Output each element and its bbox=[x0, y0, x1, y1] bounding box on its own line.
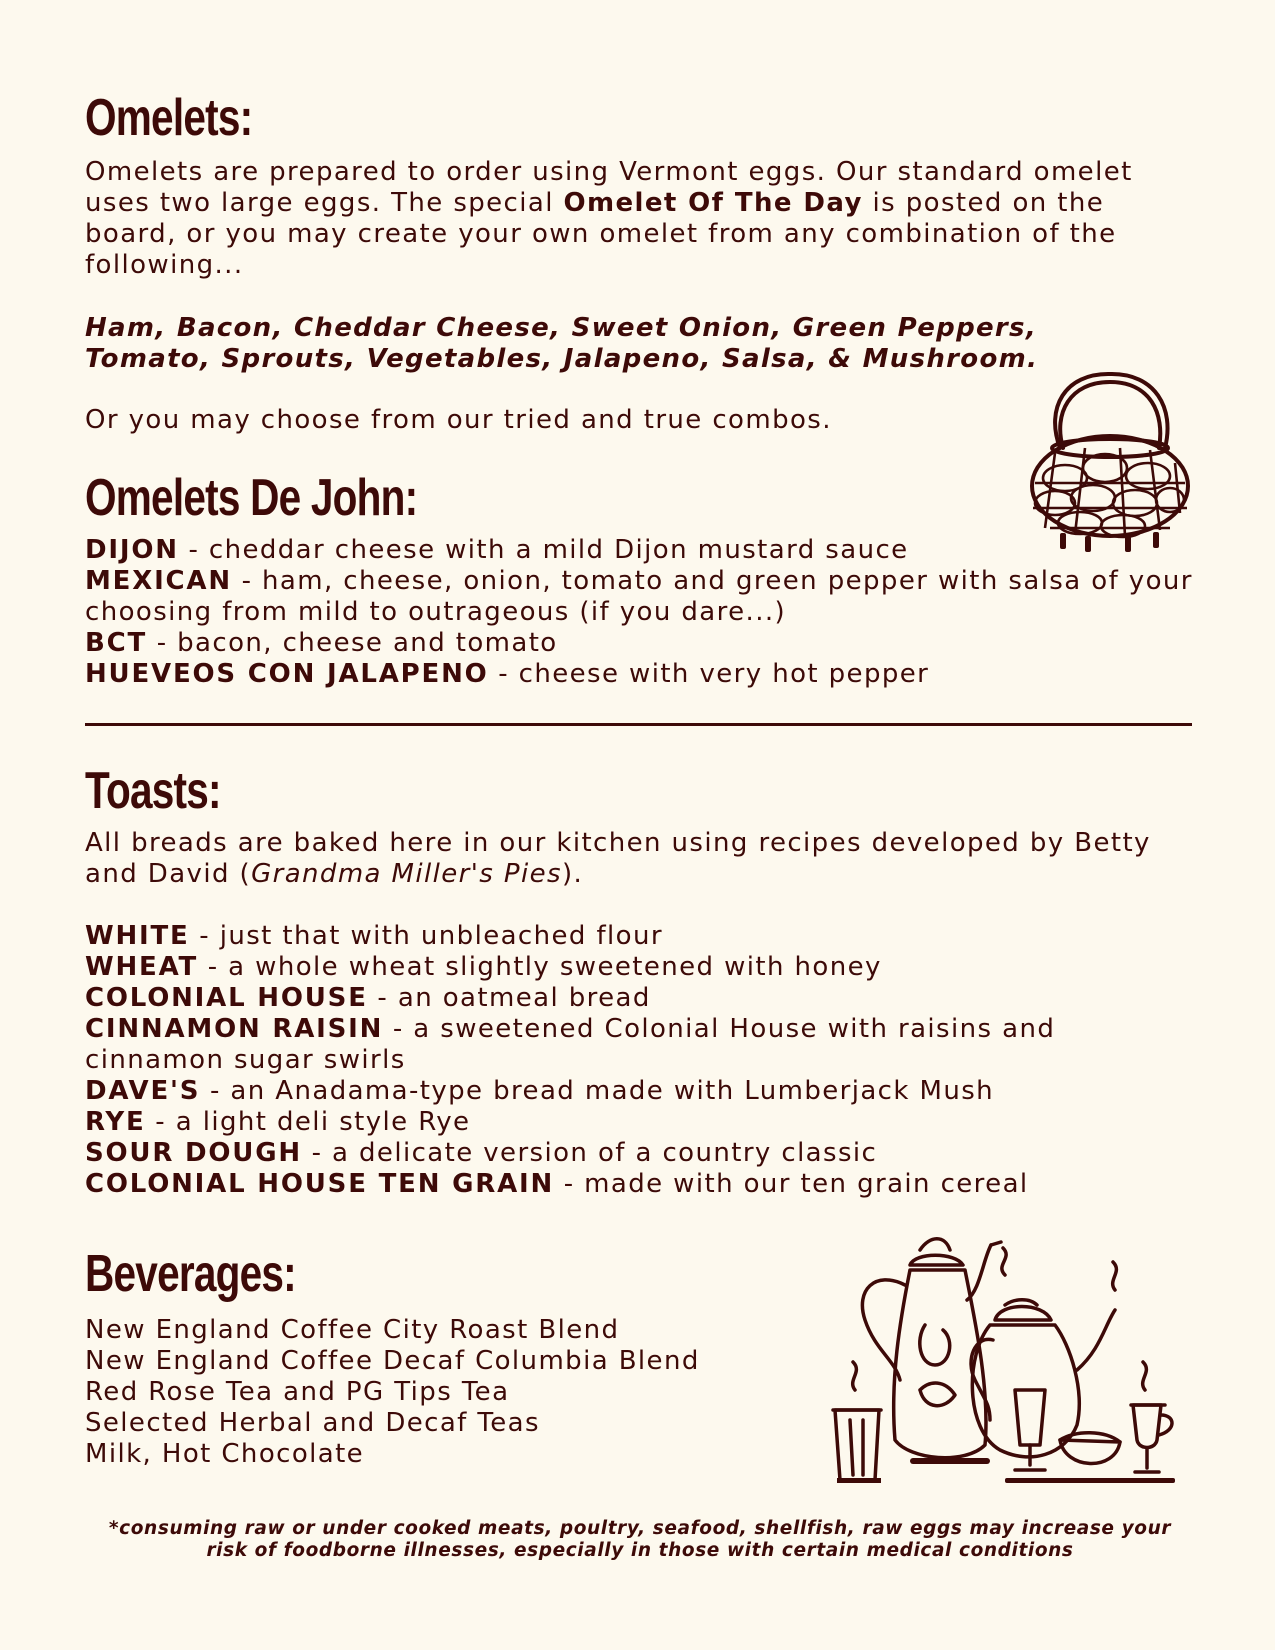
toast-item-colonial-house bbox=[85, 983, 1185, 1014]
item-name: RYE bbox=[85, 1107, 146, 1137]
toasts-intro-text-a: All breads are baked here in our kitchen using recipes developed by Betty and David ( bbox=[85, 828, 1151, 889]
combos-note: Or you may choose from our tried and true combos. bbox=[85, 405, 832, 435]
beverage-item: Red Rose Tea and PG Tips Tea bbox=[85, 1377, 510, 1407]
item-name: SOUR DOUGH bbox=[85, 1138, 302, 1168]
item-name: COLONIAL HOUSE TEN GRAIN bbox=[85, 1169, 555, 1199]
toast-item-cinnamon-raisin bbox=[85, 1014, 1185, 1076]
item-name: DAVE'S bbox=[85, 1076, 201, 1106]
item-desc: - just that with unbleached flour bbox=[189, 921, 663, 951]
toast-item-daves bbox=[85, 1076, 1185, 1107]
omelets-intro bbox=[85, 157, 1165, 281]
item-name: MEXICAN bbox=[85, 566, 232, 596]
omelets-de-john-list bbox=[85, 535, 1195, 690]
toast-item-sour-dough bbox=[85, 1138, 1185, 1169]
beverage-item: New England Coffee Decaf Columbia Blend bbox=[85, 1346, 700, 1376]
toasts-list bbox=[85, 921, 1185, 1200]
toasts-heading: Toasts: bbox=[85, 762, 221, 820]
item-desc: - a whole wheat slightly sweetened with honey bbox=[198, 952, 882, 982]
item-desc: - made with our ten grain cereal bbox=[554, 1169, 1029, 1199]
section-divider bbox=[85, 723, 1192, 726]
item-desc: - a sweetened Colonial House with raisins and cinnamon sugar swirls bbox=[85, 1014, 1056, 1075]
toast-item-white bbox=[85, 921, 1185, 952]
beverages-list bbox=[85, 1315, 805, 1470]
omelets-heading: Omelets: bbox=[85, 89, 253, 147]
beverage-item: Milk, Hot Chocolate bbox=[85, 1439, 365, 1469]
toast-item-wheat bbox=[85, 952, 1185, 983]
item-name: BCT bbox=[85, 628, 148, 658]
omelets-de-john-heading: Omelets De John: bbox=[85, 469, 418, 527]
item-desc: - bacon, cheese and tomato bbox=[147, 628, 558, 658]
item-name: CINNAMON RAISIN bbox=[85, 1014, 384, 1044]
omelet-ingredients: Ham, Bacon, Cheddar Cheese, Sweet Onion, Green Peppers, Tomato, Sprouts, Vegetables, Jalapeno, Salsa, & Mushroom. bbox=[85, 313, 1039, 374]
beverages-heading: Beverages: bbox=[85, 1245, 296, 1303]
item-desc: - a light deli style Rye bbox=[145, 1107, 471, 1137]
omelet-item-mexican bbox=[85, 566, 1195, 628]
item-name: HUEVEOS CON JALAPENO bbox=[85, 659, 489, 689]
omelet-item-bct bbox=[85, 628, 1195, 659]
food-safety-footnote: *consuming raw or under cooked meats, poultry, seafood, shellfish, raw eggs may increase your risk of foodborne illnesses, especially in those with certain medical conditions bbox=[108, 1518, 1172, 1561]
item-desc: - ham, cheese, onion, tomato and green pepper with salsa of your choosing from mild to outrageous (if you dare...) bbox=[85, 566, 1193, 627]
beverage-item: Selected Herbal and Decaf Teas bbox=[85, 1408, 540, 1438]
teapot-set-illustration bbox=[815, 1230, 1195, 1490]
item-desc: - cheese with very hot pepper bbox=[488, 659, 930, 689]
grandma-millers-pies: Grandma Miller's Pies bbox=[251, 859, 562, 889]
toasts-intro bbox=[85, 828, 1165, 890]
omelet-item-hueveos bbox=[85, 659, 1195, 690]
toast-item-ten-grain bbox=[85, 1169, 1185, 1200]
omelets-intro-text-a: Omelets are prepared to order using Vermont eggs. Our standard omelet uses two large eggs. The special bbox=[85, 157, 1133, 218]
item-name: COLONIAL HOUSE bbox=[85, 983, 368, 1013]
omelets-intro-text-b: is posted on the board, or you may create your own omelet from any combination of the following... bbox=[85, 188, 1117, 280]
toasts-intro-text-b: ). bbox=[561, 859, 584, 889]
item-name: DIJON bbox=[85, 535, 179, 565]
egg-basket-illustration bbox=[1025, 368, 1195, 553]
omelet-of-the-day: Omelet Of The Day bbox=[563, 188, 863, 218]
beverage-item: New England Coffee City Roast Blend bbox=[85, 1315, 620, 1345]
item-name: WHEAT bbox=[85, 952, 199, 982]
item-name: WHITE bbox=[85, 921, 190, 951]
item-desc: - cheddar cheese with a mild Dijon mustard sauce bbox=[178, 535, 909, 565]
item-desc: - an Anadama-type bread made with Lumberjack Mush bbox=[200, 1076, 995, 1106]
toast-item-rye bbox=[85, 1107, 1185, 1138]
item-desc: - a delicate version of a country classic bbox=[301, 1138, 878, 1168]
item-desc: - an oatmeal bread bbox=[367, 983, 651, 1013]
